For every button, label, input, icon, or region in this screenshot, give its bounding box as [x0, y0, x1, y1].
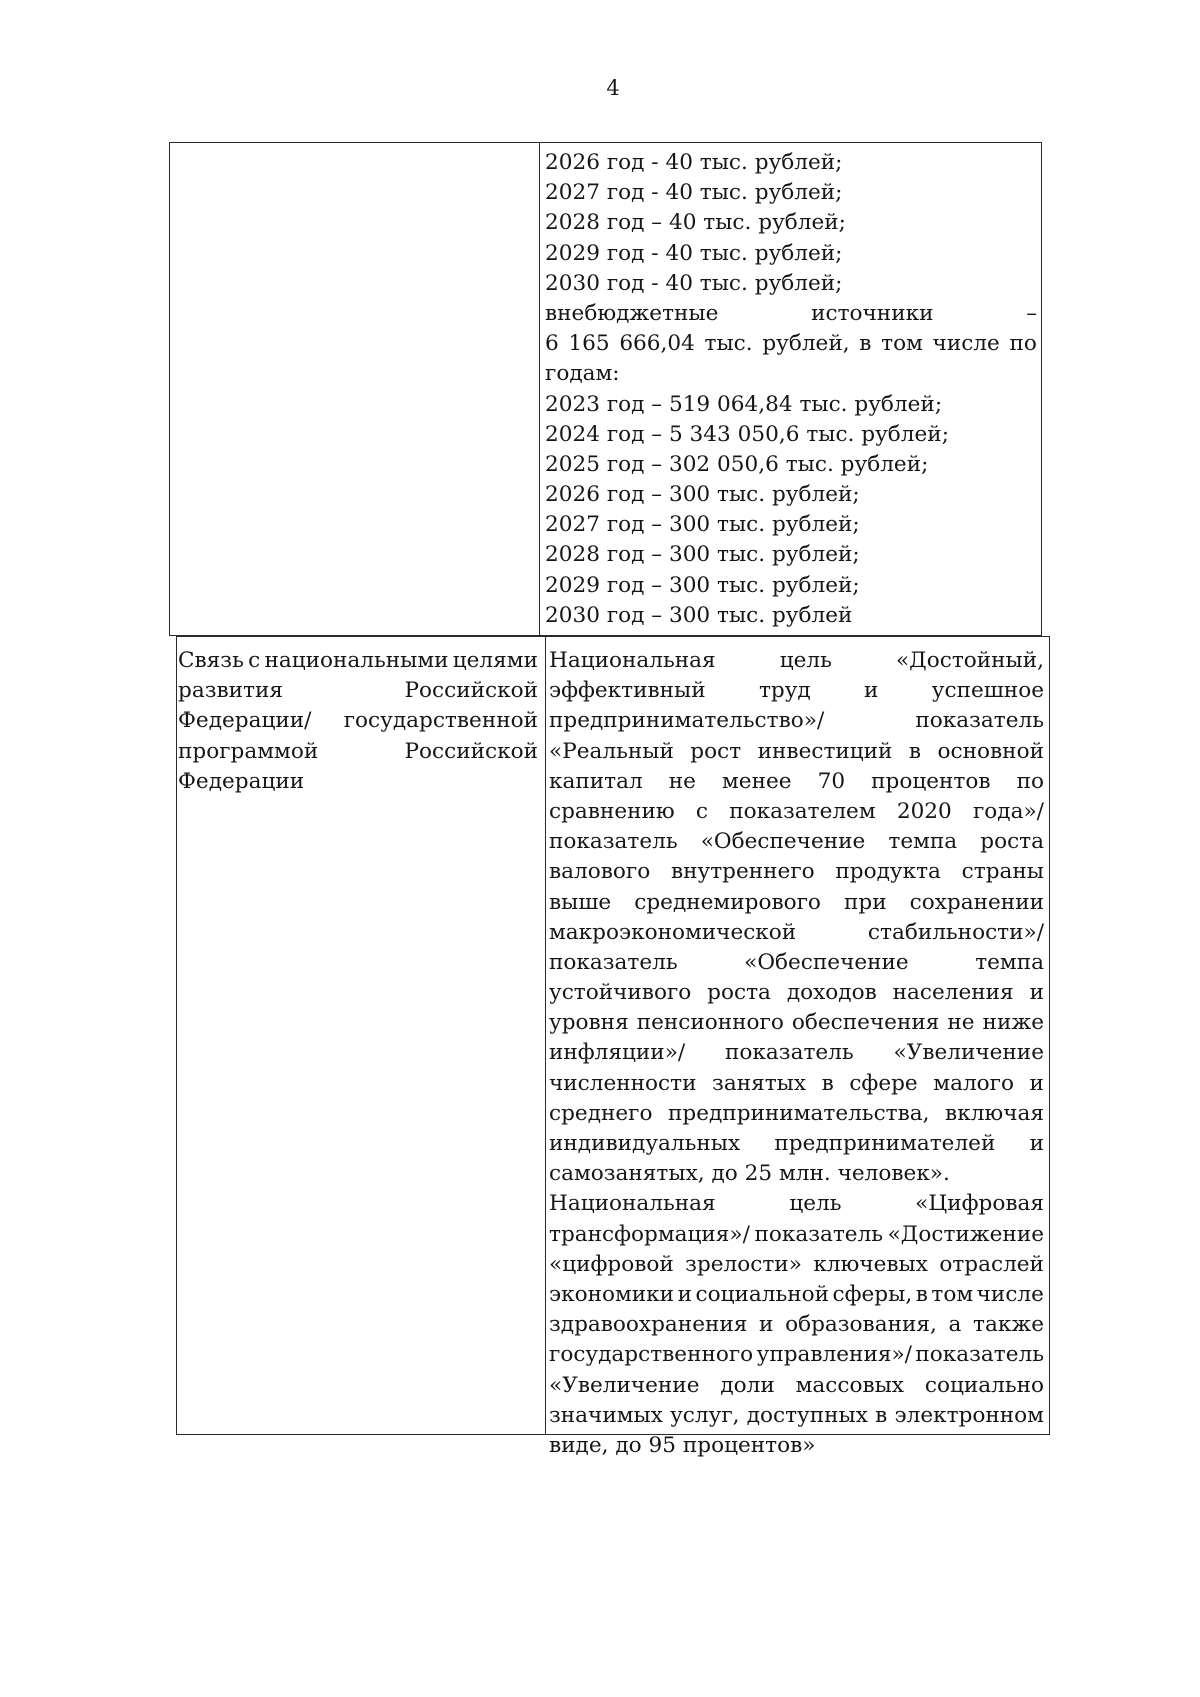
word: 2020: [896, 798, 952, 824]
word: эффективный: [549, 678, 706, 704]
text-line: [549, 1250, 1044, 1280]
word: и: [1029, 1070, 1044, 1096]
word: устойчивого: [549, 980, 692, 1006]
word: населения: [892, 980, 1014, 1006]
word: Российской: [404, 678, 538, 704]
word: темпа: [975, 949, 1044, 975]
text-line: [549, 1280, 1044, 1310]
text-line: [549, 646, 1044, 676]
word: показатель: [549, 949, 678, 975]
text-line: 2029 год - 40 тыс. рублей;: [545, 240, 843, 266]
text-line: виде, до 95 процентов»: [549, 1432, 816, 1458]
row2-right-cell: [549, 646, 1044, 1461]
word: ниже: [982, 1010, 1044, 1036]
word: сохранении: [909, 889, 1044, 915]
word: темпа: [888, 829, 958, 855]
word: менее: [722, 768, 792, 794]
column-divider-row2: [545, 636, 546, 1435]
word: численности: [549, 1070, 697, 1096]
word: пенсионного: [636, 1010, 784, 1036]
text-line: 2029 год – 300 тыс. рублей;: [545, 572, 860, 598]
word: рост: [690, 738, 742, 764]
word: сферы,: [832, 1281, 913, 1307]
word: социально: [924, 1372, 1044, 1398]
word: «Обеспечение: [744, 949, 909, 975]
word: ключевых: [813, 1251, 928, 1277]
word: малого: [933, 1070, 1014, 1096]
text-line: [545, 329, 1037, 359]
word: Федерации/: [178, 708, 312, 734]
word: валового: [549, 859, 651, 885]
word: массовых: [795, 1372, 904, 1398]
text-line: [549, 1310, 1044, 1340]
word: доли: [720, 1372, 775, 1398]
word: с: [695, 798, 709, 824]
word: «Увеличение: [549, 1372, 700, 1398]
word: показатель: [915, 708, 1044, 734]
word: труд: [758, 678, 811, 704]
row2-left-cell: [178, 646, 538, 797]
text-line: [545, 299, 1037, 329]
text-line: 2030 год - 40 тыс. рублей;: [545, 270, 843, 296]
word: также: [973, 1312, 1044, 1338]
word: в: [875, 1402, 888, 1428]
text-line: [549, 1038, 1044, 1068]
text-line: [549, 948, 1044, 978]
text-line: [549, 888, 1044, 918]
text-line: [178, 706, 538, 736]
word: и: [864, 678, 879, 704]
word: показатель: [725, 1040, 854, 1066]
text-line: самозанятых, до 25 млн. человек».: [549, 1161, 950, 1187]
text-line: [549, 797, 1044, 827]
word: Национальная: [549, 648, 716, 673]
word: основной: [937, 738, 1044, 764]
text-line: 2026 год - 40 тыс. рублей;: [545, 150, 843, 175]
word: при: [843, 889, 887, 915]
word: числе: [932, 331, 1000, 357]
word: с: [248, 648, 261, 673]
word: программой: [178, 738, 319, 764]
word: среднемирового: [634, 889, 821, 915]
word: индивидуальных: [549, 1131, 741, 1156]
word: внутреннего: [670, 859, 815, 885]
word: сфере: [849, 1070, 918, 1096]
text-line: [549, 1099, 1044, 1129]
word: предпринимательство»/: [549, 708, 825, 734]
word: государственной: [343, 708, 538, 734]
word: услуг,: [670, 1402, 740, 1428]
text-line: [549, 676, 1044, 706]
word: предпринимателей: [774, 1131, 996, 1156]
text-line: Федерации: [178, 768, 305, 794]
word: 70: [817, 768, 846, 794]
word: в: [859, 331, 872, 357]
text-line: 2024 год – 5 343 050,6 тыс. рублей;: [545, 421, 949, 447]
word: сравнению: [549, 798, 675, 824]
word: цель: [789, 1191, 842, 1217]
word: «Цифровая: [915, 1191, 1044, 1217]
word: выше: [549, 889, 612, 915]
word: роста: [980, 829, 1044, 855]
word: а: [948, 1312, 962, 1338]
page-number: 4: [606, 76, 620, 100]
word: числе: [976, 1281, 1044, 1307]
word: экономики: [549, 1281, 675, 1307]
column-divider-row1: [539, 142, 540, 636]
word: здравоохранения: [549, 1312, 748, 1338]
word: показатель: [754, 1221, 884, 1247]
word: «Увеличение: [893, 1040, 1044, 1066]
text-line: [178, 737, 538, 767]
word: по: [1016, 768, 1044, 794]
word: роста: [707, 980, 771, 1006]
word: трансформация»/: [549, 1221, 750, 1247]
text-line: 2026 год – 300 тыс. рублей;: [545, 482, 860, 508]
text-line: [549, 767, 1044, 797]
word: доходов: [786, 980, 877, 1006]
word: образования,: [785, 1312, 937, 1338]
word: инфляции»/: [549, 1040, 686, 1066]
text-line: [549, 1008, 1044, 1038]
word: зрелости»: [685, 1251, 802, 1277]
word: инвестиций: [757, 738, 893, 764]
word: не: [668, 768, 696, 794]
word: показатель: [549, 829, 678, 855]
text-line: [549, 978, 1044, 1008]
text-line: [549, 1189, 1044, 1219]
word: макроэкономической: [549, 919, 797, 945]
word: в: [821, 1070, 834, 1096]
word: и: [759, 1312, 774, 1338]
word: по: [1009, 331, 1037, 357]
word: продукта: [835, 859, 941, 885]
text-line: 2027 год - 40 тыс. рублей;: [545, 180, 843, 206]
word: социальной: [695, 1281, 830, 1307]
word: показатель: [915, 1342, 1044, 1368]
word: и: [1029, 980, 1044, 1006]
text-line: годам:: [545, 361, 620, 387]
word: цель: [779, 648, 832, 673]
word: обеспечения: [791, 1010, 940, 1036]
word: среднего: [549, 1100, 653, 1126]
word: показателем: [729, 798, 876, 824]
word: капитал: [549, 768, 643, 794]
word: источники: [811, 300, 934, 326]
text-line: [549, 1069, 1044, 1099]
text-line: [549, 737, 1044, 767]
word: отраслей: [939, 1251, 1044, 1277]
word: –: [1026, 300, 1037, 326]
word: целями: [452, 648, 538, 673]
text-line: [549, 1401, 1044, 1431]
word: и: [677, 1281, 692, 1307]
word: успешное: [931, 678, 1044, 704]
word: значимых: [549, 1402, 663, 1428]
word: страны: [961, 859, 1044, 885]
word: в: [915, 1281, 928, 1307]
word: доступных: [746, 1402, 868, 1428]
word: Национальная: [549, 1191, 716, 1217]
text-line: [549, 1371, 1044, 1401]
word: Российской: [404, 738, 538, 764]
word: электронном: [894, 1402, 1044, 1428]
word: «Достижение: [887, 1221, 1044, 1247]
text-line: 2027 год – 300 тыс. рублей;: [545, 512, 860, 538]
text-line: 2025 год – 302 050,6 тыс. рублей;: [545, 451, 929, 477]
word: включая: [945, 1100, 1044, 1126]
row1-right-cell: [545, 148, 1037, 631]
word: «цифровой: [549, 1251, 674, 1277]
word: 6: [545, 331, 559, 357]
text-line: [549, 706, 1044, 736]
word: тыс.: [704, 331, 753, 357]
word: в: [908, 738, 922, 764]
text-line: [549, 918, 1044, 948]
word: государственного: [549, 1342, 754, 1368]
text-line: 2028 год – 300 тыс. рублей;: [545, 542, 860, 568]
text-line: 2023 год – 519 064,84 тыс. рублей;: [545, 391, 943, 417]
text-line: [178, 676, 538, 706]
text-line: [178, 646, 538, 676]
text-line: [549, 1129, 1044, 1159]
word: «Реальный: [549, 738, 674, 764]
word: 165: [568, 331, 610, 357]
word: стабильности»/: [867, 919, 1044, 945]
word: 666,04: [619, 331, 695, 357]
word: развития: [178, 678, 283, 704]
word: занятых: [712, 1070, 807, 1096]
word: не: [947, 1010, 975, 1036]
word: «Достойный,: [895, 648, 1044, 673]
word: управления»/: [756, 1342, 912, 1368]
text-line: 2030 год – 300 тыс. рублей: [545, 602, 853, 628]
word: внебюджетные: [545, 300, 719, 326]
text-line: [549, 1220, 1044, 1250]
word: уровня: [549, 1010, 629, 1036]
word: рублей,: [762, 331, 850, 357]
word: Связь: [178, 648, 244, 673]
word: национальными: [264, 648, 449, 673]
word: процентов: [871, 768, 991, 794]
word: года»/: [972, 798, 1044, 824]
text-line: [549, 1340, 1044, 1370]
text-line: [549, 857, 1044, 887]
word: том: [931, 1281, 974, 1307]
word: предпринимательства,: [668, 1100, 930, 1126]
text-line: 2028 год – 40 тыс. рублей;: [545, 210, 846, 236]
text-line: [549, 827, 1044, 857]
word: и: [1029, 1131, 1044, 1156]
word: «Обеспечение: [700, 829, 866, 855]
word: том: [881, 331, 923, 357]
